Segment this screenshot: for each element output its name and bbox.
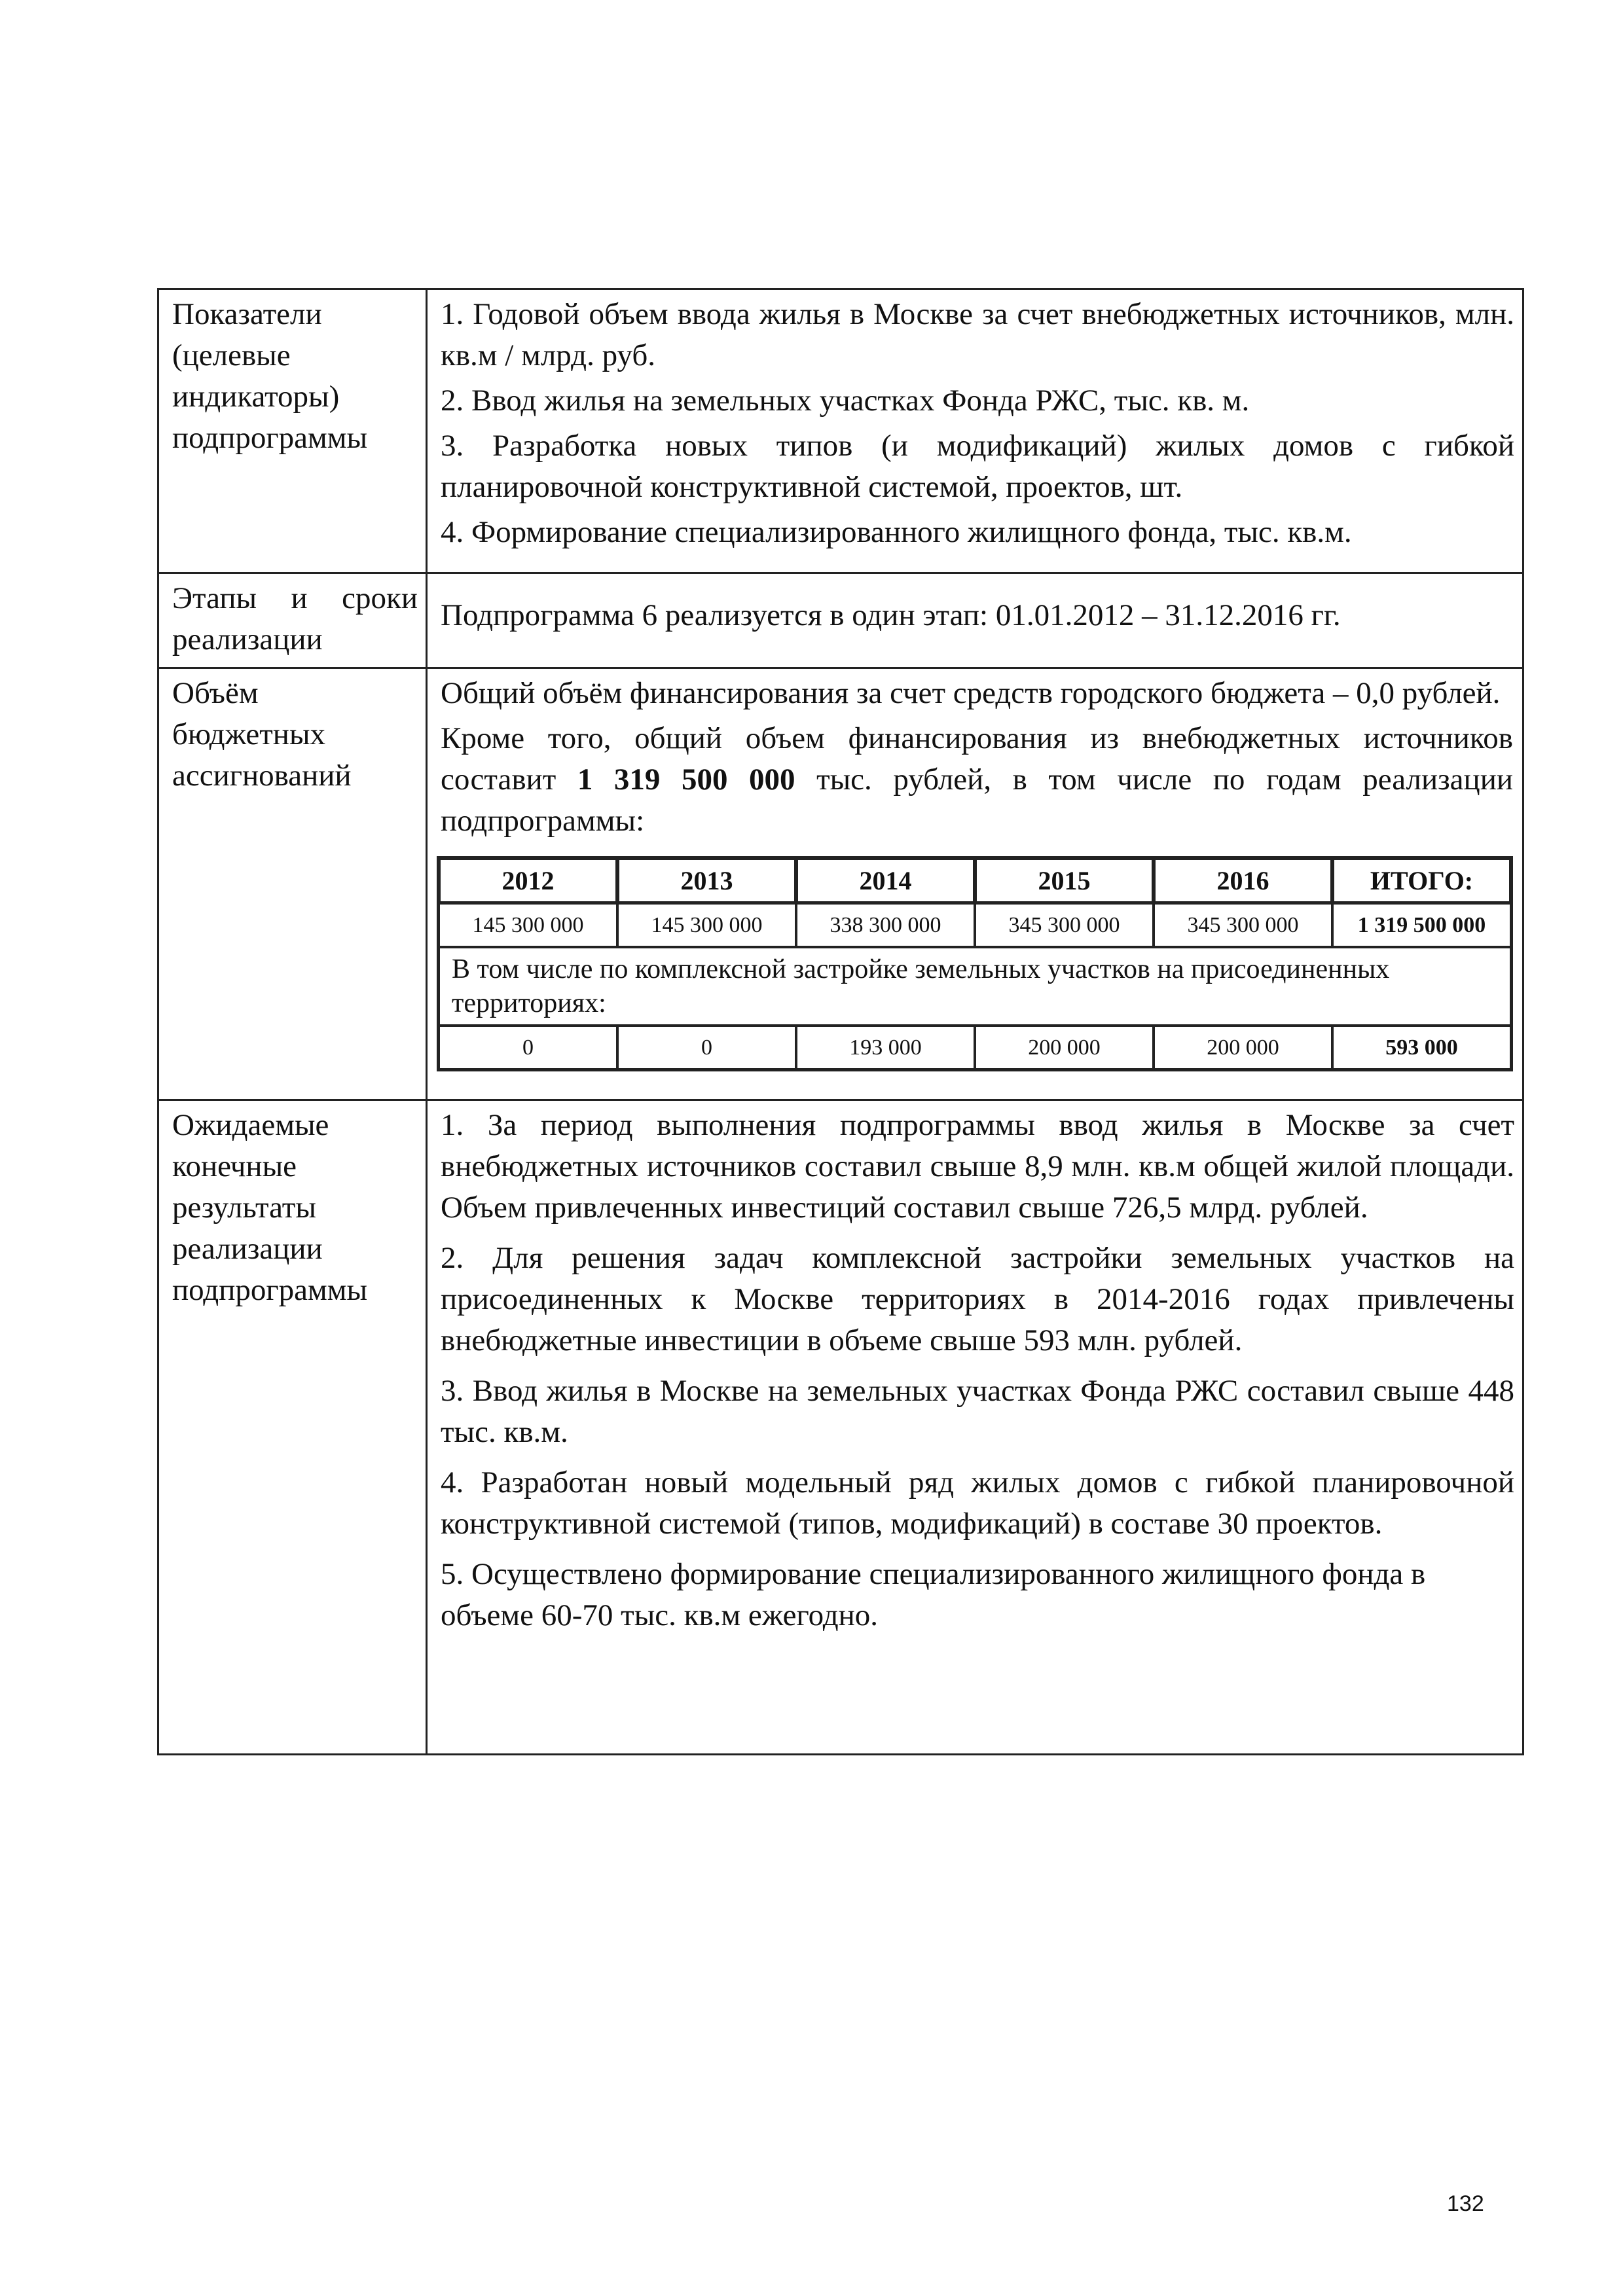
budget-text-after: тыс. рублей, в том числе по годам реализации подпрограммы: — [441, 762, 1513, 838]
financing-values-row — [439, 903, 1511, 947]
budget-label: Объём бюджетных ассигнований — [172, 676, 352, 793]
financing-note: В том числе по комплексной застройке земельных участков на присоединенных территориях: — [439, 947, 1511, 1026]
results-content-cell — [427, 1100, 1523, 1755]
financing-value-cell: 193 000 — [796, 1026, 975, 1069]
budget-row — [158, 668, 1523, 1100]
results-label-cell — [158, 1100, 427, 1755]
indicators-row — [158, 289, 1523, 573]
results-label-line: результаты — [172, 1191, 316, 1225]
result-item: 5. Осуществлено формирование специализированного жилищного фонда в объеме 60-70 тыс. кв.м ежегодно. — [441, 1557, 1426, 1632]
financing-year-header: 2012 — [439, 858, 617, 903]
indicators-label-cell — [158, 289, 427, 573]
financing-total-header: ИТОГО: — [1332, 858, 1511, 903]
financing-value-cell: 0 — [617, 1026, 796, 1069]
stages-row — [158, 573, 1523, 668]
results-row — [158, 1100, 1523, 1755]
budget-text-before: Кроме того, общий объем финансирования из внебюджетных источников составит — [441, 721, 1513, 797]
budget-content-cell — [427, 668, 1523, 1100]
financing-year-header: 2016 — [1154, 858, 1332, 903]
financing-value-cell: 200 000 — [975, 1026, 1154, 1069]
financing-value-cell: 345 300 000 — [975, 903, 1154, 947]
financing-table — [437, 856, 1513, 1071]
financing-value-cell: 145 300 000 — [439, 903, 617, 947]
indicator-item: 4. Формирование специализированного жилищного фонда, тыс. кв.м. — [441, 515, 1352, 549]
indicators-label-line: Показатели — [172, 297, 322, 331]
indicators-label-line: подпрограммы — [172, 421, 368, 455]
stages-text: Подпрограмма 6 реализуется в один этап: 01.01.2012 – 31.12.2016 гг. — [441, 598, 1341, 632]
financing-year-header: 2014 — [796, 858, 975, 903]
financing-value-cell: 345 300 000 — [1154, 903, 1332, 947]
budget-paragraph-city: Общий объём финансирования за счет средств городского бюджета – 0,0 рублей. — [441, 676, 1501, 710]
financing-value-cell: 0 — [439, 1026, 617, 1069]
financing-header-row — [439, 858, 1511, 903]
results-label-line: реализации — [172, 1232, 323, 1266]
financing-year-header: 2013 — [617, 858, 796, 903]
indicator-item: 3. Разработка новых типов (и модификаций) жилых домов с гибкой планировочной конструктивной системой, проектов, шт. — [441, 429, 1514, 504]
indicator-item: 2. Ввод жилья на земельных участках Фонда РЖС, тыс. кв. м. — [441, 384, 1250, 418]
financing-total-cell: 1 319 500 000 — [1332, 903, 1511, 947]
result-item: 3. Ввод жилья в Москве на земельных участках Фонда РЖС составил свыше 448 тыс. кв.м. — [441, 1374, 1514, 1449]
indicator-item: 1. Годовой объем ввода жилья в Москве за счет внебюджетных источников, млн. кв.м / млрд. руб. — [441, 297, 1514, 372]
stages-content-cell — [427, 573, 1523, 668]
financing-value-cell: 145 300 000 — [617, 903, 796, 947]
stages-label: Этапы и сроки реализации — [172, 581, 418, 656]
result-item: 1. За период выполнения подпрограммы ввод жилья в Москве за счет внебюджетных источников составил свыше 8,9 млн. кв.м общей жилой площади. Объем привлеченных инвестиций составил свыше 726,5 млрд. рублей. — [441, 1108, 1514, 1225]
financing-values2-row — [439, 1026, 1511, 1069]
results-label-line: подпрограммы — [172, 1273, 368, 1307]
indicators-label-line: индикаторы) — [172, 380, 340, 414]
budget-total-amount: 1 319 500 000 — [577, 762, 795, 797]
financing-year-header: 2015 — [975, 858, 1154, 903]
results-label-line: конечные — [172, 1149, 297, 1183]
result-item: 4. Разработан новый модельный ряд жилых домов с гибкой планировочной конструктивной системой (типов, модификаций) в составе 30 проектов. — [441, 1465, 1514, 1541]
budget-paragraph-extra — [437, 718, 1513, 842]
budget-label-cell — [158, 668, 427, 1100]
financing-note-row — [439, 947, 1511, 1026]
financing-value-cell: 200 000 — [1154, 1026, 1332, 1069]
page-number: 132 — [1447, 2191, 1484, 2216]
indicators-content-cell — [427, 289, 1523, 573]
financing-value-cell: 338 300 000 — [796, 903, 975, 947]
financing-total-cell: 593 000 — [1332, 1026, 1511, 1069]
result-item: 2. Для решения задач комплексной застройки земельных участков на присоединенных к Москве территориях в 2014-2016 годах привлечены внебюджетные инвестиции в объеме свыше 593 млн. рублей. — [441, 1241, 1514, 1357]
passport-table — [157, 288, 1524, 1755]
stages-label-cell — [158, 573, 427, 668]
indicators-label-line: (целевые — [172, 338, 291, 372]
results-label-line: Ожидаемые — [172, 1108, 329, 1142]
